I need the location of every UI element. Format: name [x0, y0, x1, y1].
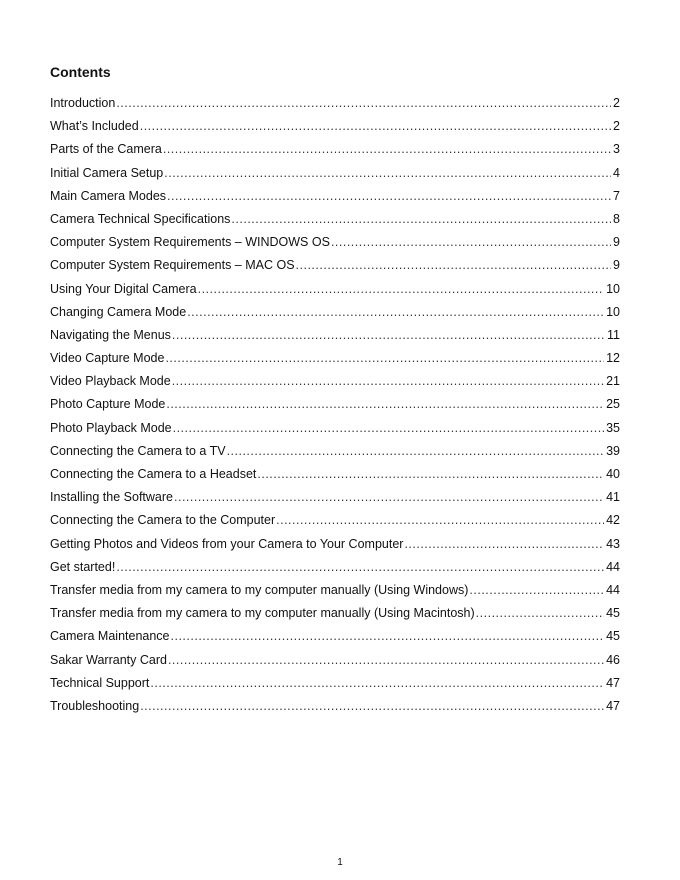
dot-leader	[276, 511, 604, 529]
toc-entry-title: Changing Camera Mode	[50, 304, 187, 319]
toc-entry-video-playback-mode[interactable]	[50, 372, 620, 395]
toc-entry-warranty-card[interactable]	[50, 651, 620, 674]
toc-entry-title: Introduction	[50, 96, 116, 110]
toc-entry-using-digital-camera[interactable]	[50, 280, 620, 303]
toc-page-number: 45	[606, 606, 620, 621]
toc-entry-title: Connecting the Camera to a TV	[50, 443, 226, 458]
toc-entry-title: Connecting the Camera to a Headset	[50, 467, 257, 481]
dot-leader	[198, 280, 604, 298]
toc-page-number: 35	[606, 420, 620, 435]
toc-entry-connecting-computer[interactable]	[50, 511, 620, 534]
dot-leader	[116, 558, 604, 576]
toc-entry-title: Technical Support	[50, 675, 150, 690]
toc-page-number: 8	[613, 211, 620, 226]
toc-entry-title: Transfer media from my camera to my computer manually (Using Windows)	[50, 582, 469, 597]
toc-entry-connecting-tv[interactable]	[50, 442, 620, 465]
contents-heading: Contents	[50, 64, 111, 80]
toc-entry-title: Installing the Software	[50, 490, 173, 505]
dot-leader	[150, 674, 604, 692]
toc-entry-title: Using Your Digital Camera	[50, 281, 197, 296]
toc-entry-title: Photo Capture Mode	[50, 397, 166, 412]
dot-leader	[331, 233, 611, 251]
toc-entry-technical-specifications[interactable]	[50, 210, 620, 233]
toc-entry-changing-camera-mode[interactable]	[50, 303, 620, 326]
toc-entry-technical-support[interactable]	[50, 674, 620, 697]
toc-entry-connecting-headset[interactable]	[50, 465, 620, 488]
toc-entry-troubleshooting[interactable]	[50, 697, 620, 720]
dot-leader	[172, 326, 605, 344]
toc-page-number: 25	[606, 397, 620, 412]
toc-page-number: 42	[606, 513, 620, 528]
toc-entry-title: Get started!	[50, 559, 116, 574]
toc-entry-title: Navigating the Menus	[50, 327, 171, 342]
toc-page-number: 39	[606, 443, 620, 458]
toc-page-number: 43	[606, 536, 620, 551]
dot-leader	[164, 164, 611, 182]
toc-entry-title: Getting Photos and Videos from your Camera to Your Computer	[50, 536, 404, 551]
toc-page-number: 21	[606, 374, 620, 389]
toc-entry-title: Video Capture Mode	[50, 351, 165, 366]
toc-entry-video-capture-mode[interactable]	[50, 349, 620, 372]
dot-leader	[168, 651, 604, 669]
toc-page-number: 10	[606, 281, 620, 296]
dot-leader	[116, 94, 611, 112]
dot-leader	[167, 187, 611, 205]
dot-leader	[469, 581, 604, 599]
dot-leader	[140, 117, 611, 135]
toc-entry-transfer-macintosh[interactable]	[50, 604, 620, 627]
dot-leader	[173, 419, 604, 437]
toc-entry-title: Parts of the Camera	[50, 142, 162, 157]
toc-entry-get-started[interactable]	[50, 558, 620, 581]
dot-leader	[227, 442, 605, 460]
dot-leader	[140, 697, 604, 715]
toc-page-number: 9	[613, 258, 620, 273]
toc-page-number: 47	[606, 698, 620, 713]
toc-entry-introduction[interactable]	[50, 94, 620, 117]
toc-entry-navigating-menus[interactable]	[50, 326, 620, 349]
dot-leader	[163, 140, 611, 158]
toc-entry-getting-photos-videos[interactable]	[50, 535, 620, 558]
toc-page-number: 2	[613, 119, 620, 134]
toc-page-number: 11	[607, 327, 620, 342]
toc-page-number: 44	[606, 559, 620, 574]
toc-page-number: 4	[613, 165, 620, 180]
dot-leader	[187, 303, 604, 321]
toc-entry-title: Camera Technical Specifications	[50, 211, 231, 226]
toc-entry-title: Camera Maintenance	[50, 629, 170, 644]
dot-leader	[174, 488, 604, 506]
toc-entry-title: Sakar Warranty Card	[50, 652, 167, 667]
dot-leader	[404, 535, 604, 553]
toc-entry-requirements-windows[interactable]	[50, 233, 620, 256]
dot-leader	[257, 465, 604, 483]
toc-entry-title: Connecting the Camera to the Computer	[50, 513, 276, 528]
toc-page-number: 12	[606, 351, 620, 366]
dot-leader	[165, 349, 604, 367]
toc-entry-title: Main Camera Modes	[50, 188, 167, 203]
toc-entry-transfer-windows[interactable]	[50, 581, 620, 604]
dot-leader	[166, 395, 604, 413]
toc-entry-main-camera-modes[interactable]	[50, 187, 620, 210]
toc-entry-parts-of-camera[interactable]	[50, 140, 620, 163]
toc-page-number: 47	[606, 675, 620, 690]
table-of-contents	[50, 94, 620, 720]
toc-entry-installing-software[interactable]	[50, 488, 620, 511]
toc-entry-photo-capture-mode[interactable]	[50, 395, 620, 418]
toc-page-number: 44	[606, 582, 620, 597]
toc-entry-title: Troubleshooting	[50, 698, 140, 713]
toc-entry-title: Video Playback Mode	[50, 374, 171, 389]
toc-page-number: 7	[613, 188, 620, 203]
toc-page-number: 46	[606, 652, 620, 667]
toc-entry-title: Initial Camera Setup	[50, 165, 164, 180]
toc-entry-title: Transfer media from my camera to my computer manually (Using Macintosh)	[50, 606, 475, 621]
page-footer-number: 1	[337, 857, 343, 868]
toc-page-number: 10	[606, 304, 620, 319]
toc-entry-title: Computer System Requirements – MAC OS	[50, 258, 295, 273]
toc-entry-whats-included[interactable]	[50, 117, 620, 140]
toc-page-number: 9	[613, 235, 620, 250]
dot-leader	[476, 604, 604, 622]
toc-page-number: 41	[606, 490, 620, 505]
toc-page-number: 45	[606, 629, 620, 644]
toc-entry-requirements-mac[interactable]	[50, 256, 620, 279]
toc-entry-title: What’s Included	[50, 119, 139, 134]
toc-page-number: 3	[613, 142, 620, 157]
toc-page-number: 2	[613, 96, 620, 110]
dot-leader	[171, 627, 605, 645]
toc-entry-title: Computer System Requirements – WINDOWS OS	[50, 235, 330, 250]
dot-leader	[296, 256, 612, 274]
toc-entry-camera-maintenance[interactable]	[50, 627, 620, 650]
dot-leader	[231, 210, 611, 228]
toc-entry-title: Photo Playback Mode	[50, 420, 172, 435]
toc-entry-initial-camera-setup[interactable]	[50, 164, 620, 187]
dot-leader	[172, 372, 604, 390]
toc-entry-photo-playback-mode[interactable]	[50, 419, 620, 442]
toc-page-number: 40	[606, 467, 620, 481]
